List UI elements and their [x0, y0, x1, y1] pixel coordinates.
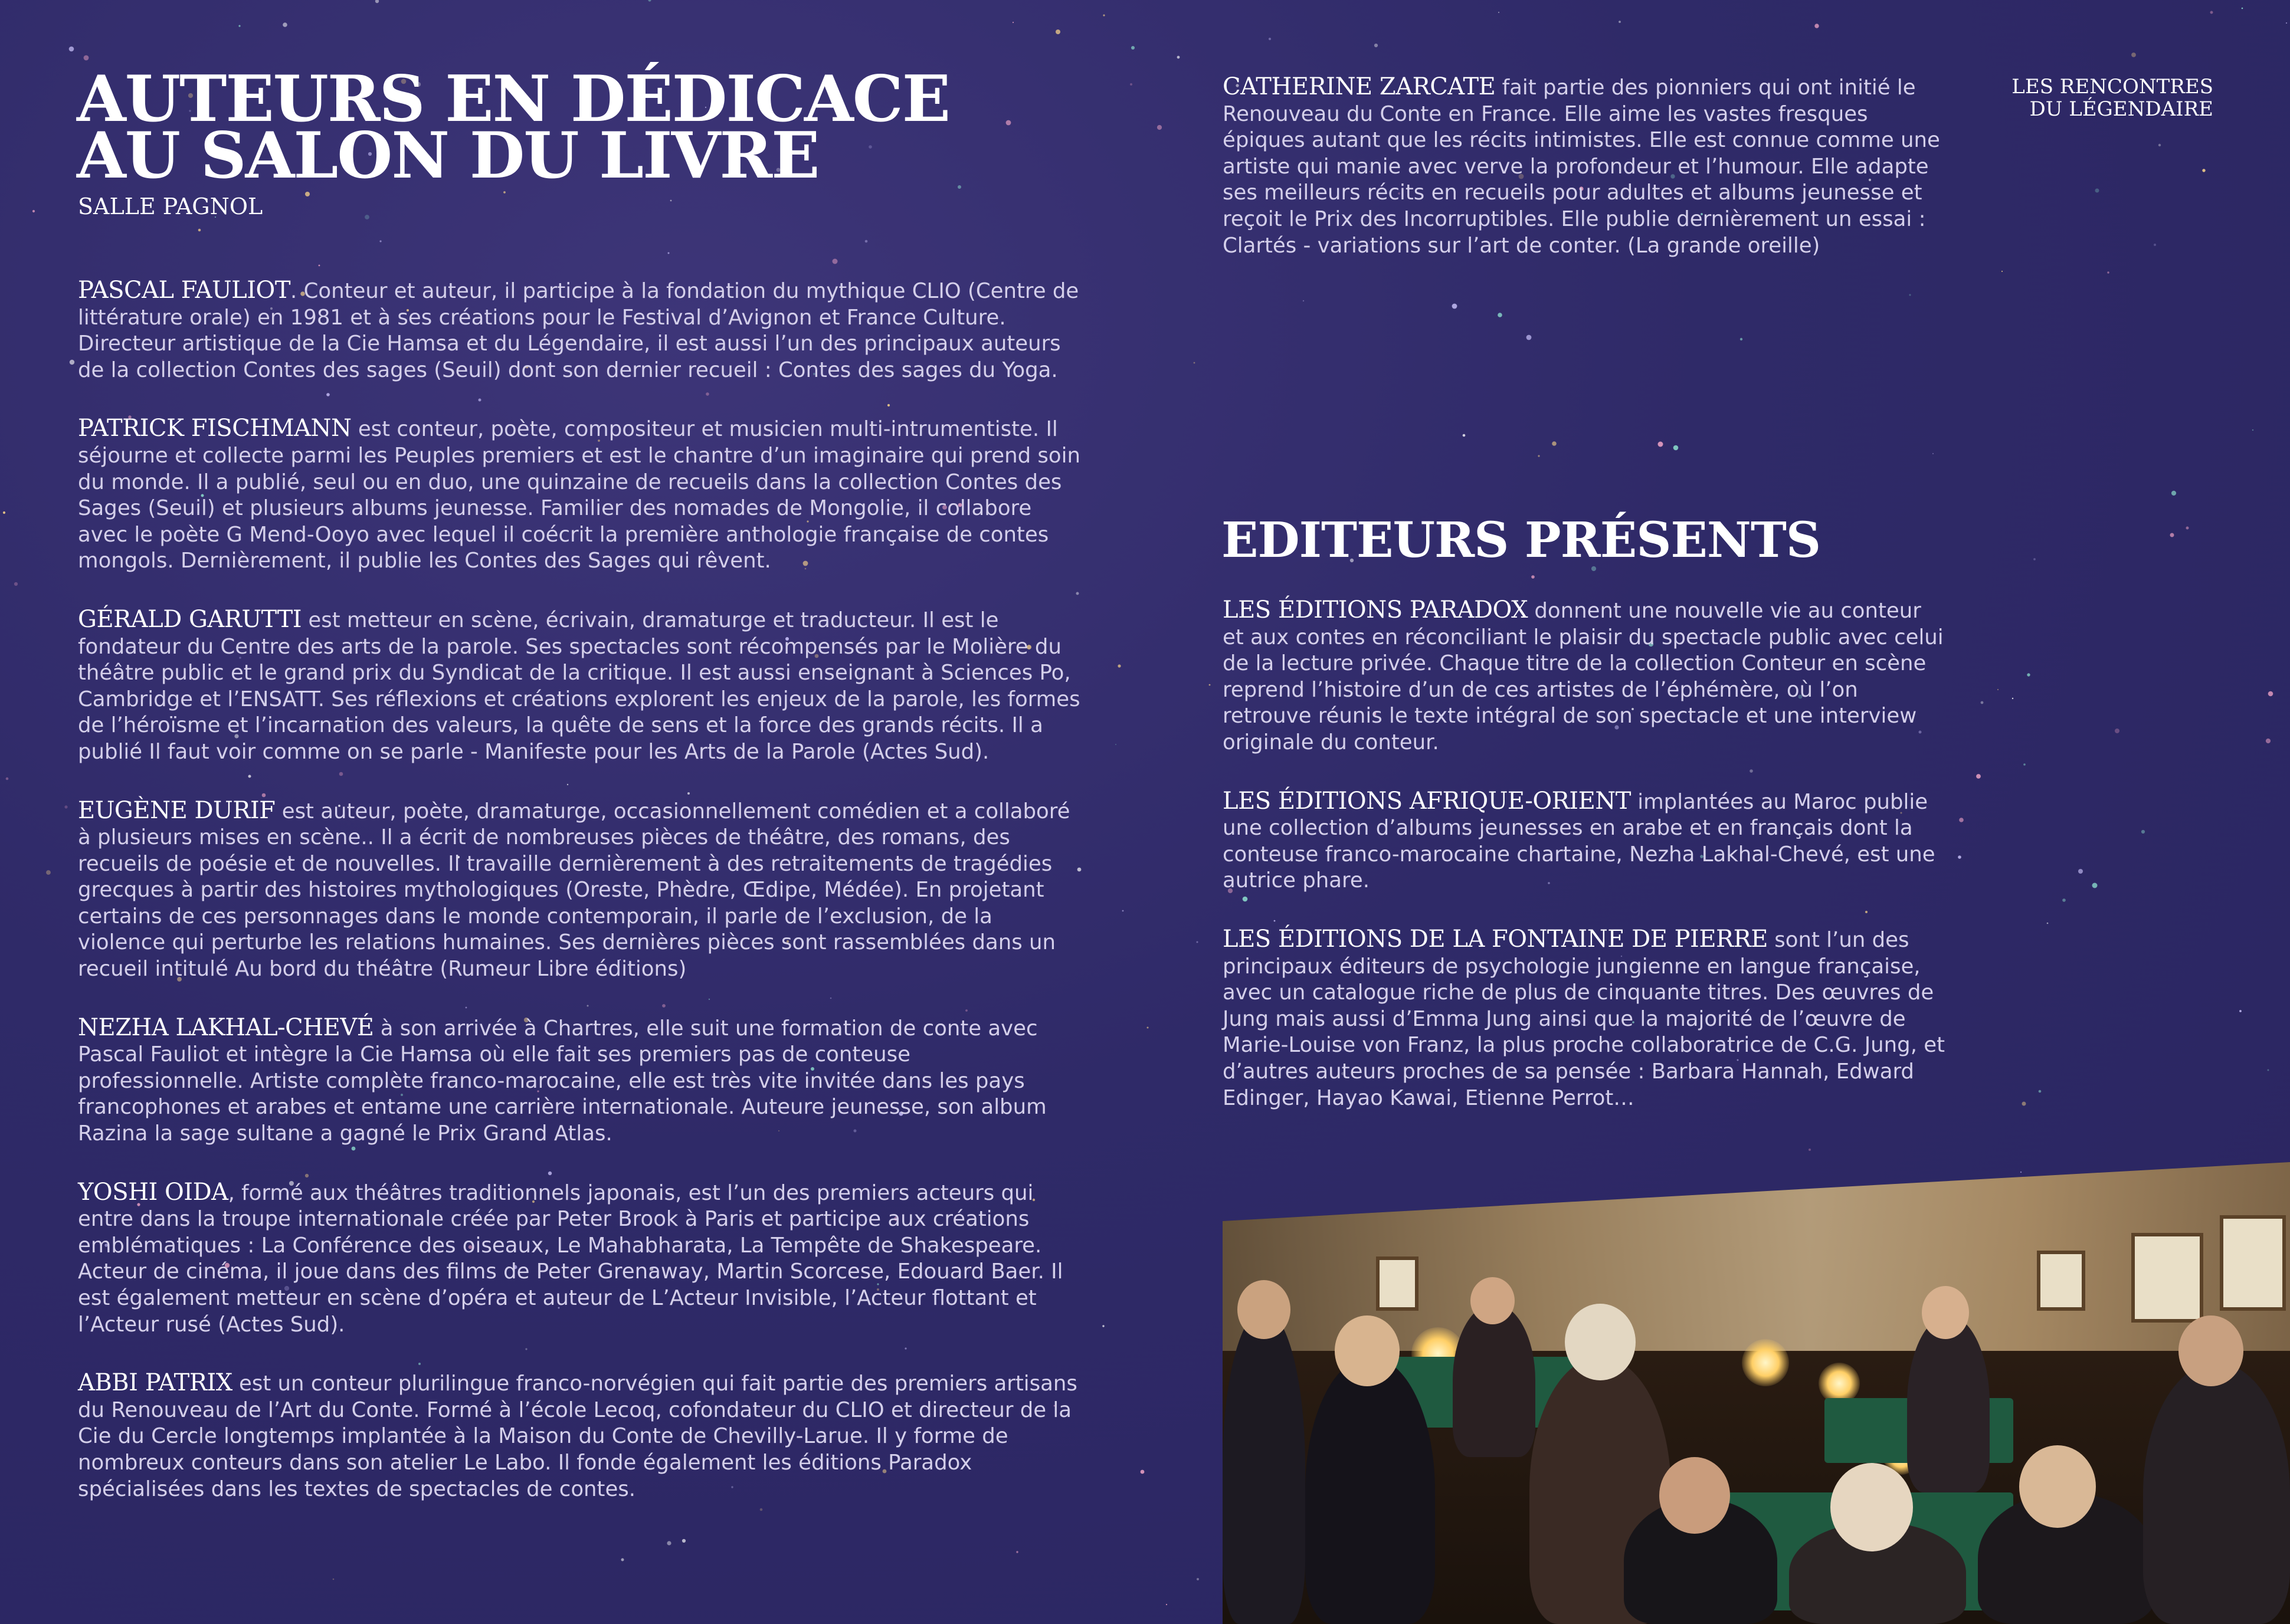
star-dot: [2027, 673, 2030, 676]
star-dot: [365, 215, 369, 219]
star-dot: [648, 0, 651, 2]
author-bio: est metteur en scène, écrivain, dramaturge et traducteur. Il est le fondateur du Centre des arts de la parole. Ses spectacles sont récompensés par le Molière du théâtre public et le grand prix du Syndicat de la critique. Il est aussi enseignant à Sciences Po, Cambridge et l’ENSATT. Ses réflexions et créations explorent les enjeux de la parole, les formes de l’héroïsme et l’incarnation des valeurs, la quête de sens et la force des grands récits. Il a publié Il faut voir comme on se parle - Manifeste pour les Arts de la Parole (Actes Sud).: [78, 608, 1080, 764]
star-dot: [1552, 441, 1557, 446]
star-dot: [1997, 689, 1999, 690]
star-dot: [2047, 923, 2049, 924]
visitor-head: [1470, 1277, 1515, 1324]
star-dot: [1959, 818, 1964, 822]
book-fair-photo: [1223, 1162, 2290, 1624]
star-dot: [1809, 1149, 1811, 1151]
visitor-head: [1922, 1286, 1969, 1339]
author-name: GÉRALD GARUTTI: [78, 605, 302, 633]
visitor: [1305, 1357, 1435, 1624]
star-dot: [379, 240, 381, 242]
star-dot: [1814, 24, 1819, 28]
star-dot: [621, 1559, 624, 1561]
star-dot: [2107, 271, 2109, 273]
star-dot: [670, 200, 672, 202]
author-entry: [78, 1179, 1081, 1338]
star-dot: [2039, 1090, 2042, 1093]
title-line-1: AUTEURS EN DÉDICACE: [77, 62, 950, 136]
star-dot: [2154, 244, 2156, 246]
star-dot: [32, 210, 35, 212]
star-dot: [1740, 338, 1742, 340]
visitor-head: [1565, 1304, 1636, 1380]
title-line-2: AU SALON DU LIVRE: [77, 119, 819, 193]
star-dot: [375, 0, 379, 3]
star-dot: [319, 265, 320, 267]
visitor: [2143, 1363, 2290, 1624]
editors-column: [1223, 597, 1945, 1143]
star-dot: [2115, 729, 2119, 733]
visitor: [1453, 1304, 1535, 1457]
editor-name: LES ÉDITIONS PARADOX: [1223, 596, 1528, 624]
star-dot: [2171, 491, 2176, 496]
author-entry: [78, 1015, 1081, 1147]
star-dot: [46, 870, 51, 875]
star-dot: [865, 240, 868, 243]
author-name: ABBI PATRIX: [78, 1369, 232, 1397]
author-name: EUGÈNE DURIF: [78, 796, 276, 824]
author-bio: est auteur, poète, dramaturge, occasionnellement comédien et a collaboré à plusieurs mises en scène.. Il a écrit de nombreuses pièces de théâtre, des romans, des recueils de poésie et de nouvelles. Il travaille dernièrement à des retraitements de tragédies grecques à partir des histoires mythologiques (Oreste, Phèdre, Œdipe, Médée). En projetant certains de ces personnages dans le monde contemporain, il parle de l’exclusion, de la violence qui perturbe les relations humaines. Ses dernières pièces sont rassemblées dans un recueil intitulé Au bord du théâtre (Rumeur Libre éditions): [78, 799, 1070, 982]
star-dot: [1197, 1578, 1199, 1580]
star-dot: [1909, 294, 1911, 296]
star-dot: [2062, 898, 2066, 902]
author-entry: [78, 798, 1081, 983]
author-bio: est conteur, poète, compositeur et musicien multi-intrumentiste. Il séjourne et collecte parmi les Peuples premiers et est le chantre d’un imaginaire qui prend soin du monde. Il a publié, seul ou en duo, une quinzaine de recueils dans la collection Contes des Sages (Seuil) et plusieurs albums jeunesse. Familier des nomades de Mongolie, il collabore avec le poète G Mend-Ooyo avec lequel il coécrit la première anthologie française de contes mongols. Dernièrement, il publie les Contes des Sages qui rêvent.: [78, 417, 1080, 573]
author-name: NEZHA LAKHAL-CHEVÉ: [78, 1013, 374, 1041]
star-dot: [2266, 739, 2271, 743]
author-zarcate-block: [1223, 74, 1945, 291]
star-dot: [2141, 830, 2145, 834]
star-dot: [2012, 698, 2013, 699]
wall-frame: [2131, 1233, 2203, 1323]
visitor-head: [2019, 1445, 2096, 1528]
star-dot: [2239, 1010, 2242, 1012]
brand-line-2: DU LÉGENDAIRE: [2029, 97, 2213, 121]
visitor: [1907, 1315, 1990, 1492]
star-dot: [2001, 271, 2003, 272]
star-dot: [2092, 883, 2098, 888]
page-title: [77, 62, 950, 193]
editors-heading: EDITEURS PRÉSENTS: [1221, 512, 1821, 569]
star-dot: [2170, 533, 2174, 537]
star-dot: [2202, 169, 2205, 172]
star-dot: [1452, 304, 1457, 309]
brand-line-1: LES RENCONTRES: [2011, 75, 2213, 99]
editor-entry: [1223, 788, 1945, 894]
star-dot: [668, 252, 670, 254]
venue-subtitle: SALLE PAGNOL: [78, 193, 263, 219]
star-dot: [2033, 558, 2036, 560]
author-bio: est un conteur plurilingue franco-norvégien qui fait partie des premiers artisans du Renouveau de l’Art du Conte. Formé à l’école Lecoq, cofondateur du CLIO et directeur de la Cie du Cercle longtemps implantée à la Maison du Conte de Chevilly-Larue. Il y forme de nombreux conteurs dans son atelier Le Labo. Il fonde également les éditions Paradox spécialisées dans les textes de spectacles de contes.: [78, 1372, 1077, 1501]
star-dot: [1619, 21, 1621, 23]
star-dot: [1498, 12, 1499, 13]
star-dot: [1016, 1551, 1018, 1553]
star-dot: [833, 259, 838, 264]
star-dot: [1209, 684, 1211, 686]
editor-entry: [1223, 597, 1945, 756]
visitor-head: [1830, 1463, 1913, 1551]
star-dot: [70, 360, 74, 365]
star-dot: [667, 1541, 671, 1545]
editor-name: LES ÉDITIONS DE LA FONTAINE DE PIERRE: [1223, 925, 1768, 953]
star-dot: [1177, 56, 1180, 59]
star-dot: [1976, 774, 1981, 779]
author-entry: [78, 606, 1081, 766]
star-dot: [3, 511, 5, 514]
star-dot: [1658, 442, 1663, 447]
star-dot: [64, 805, 67, 808]
editor-description: donnent une nouvelle vie au conteur et aux contes en réconciliant le plaisir du spectacle public avec celui de la lecture privée. Chaque titre de la collection Conteur en scène reprend l’histoire d’un de ces artistes de l’éphémère, où l’on retrouve réunis le texte intégral de son spectacle et une interview originale du conteur.: [1223, 599, 1944, 754]
star-dot: [1115, 744, 1116, 745]
author-bio: à son arrivée à Chartres, elle suit une formation de conte avec Pascal Fauliot et intègre la Cie Hamsa où elle fait ses premiers pas de conteuse professionnelle. Artiste complète franco-marocaine, elle est très vite invitée dans les pays francophones et arabes et entame une carrière internationale. Auteure jeunesse, son album Razina la sage sultane a gagné le Prix Grand Atlas.: [78, 1016, 1047, 1146]
author-name: PASCAL FAULIOT: [78, 277, 291, 304]
star-dot: [283, 22, 287, 27]
star-dot: [2158, 144, 2161, 146]
star-dot: [2131, 53, 2136, 57]
star-dot: [2022, 1102, 2026, 1106]
star-dot: [1194, 362, 1195, 364]
star-dot: [1538, 455, 1539, 457]
star-dot: [1122, 910, 1124, 912]
star-dot: [14, 582, 18, 586]
star-dot: [1981, 701, 1984, 704]
star-dot: [1141, 1470, 1145, 1474]
author-entry: [78, 415, 1081, 575]
star-dot: [6, 777, 9, 780]
author-name: YOSHI OIDA: [78, 1178, 228, 1206]
visitor: [1223, 1310, 1305, 1624]
visitor-head: [1659, 1457, 1730, 1534]
star-dot: [682, 1539, 686, 1543]
editor-entry: [1223, 926, 1945, 1111]
author-bio: fait partie des pionniers qui ont initié le Renouveau du Conte en France. Elle aime les vastes fresques épiques autant que les récits intimistes. Elle est connue comme une artiste qui manie avec verve la profondeur et l’humour. Elle adapte ses meilleurs récits en recueils pour adultes et albums jeunesse et reçoit le Prix des Incorruptibles. Elle publie dernièrement un essai : Clartés - variations sur l’art de conter. (La grande oreille): [1223, 76, 1940, 258]
star-dot: [2023, 763, 2026, 766]
star-dot: [1498, 313, 1502, 317]
visitor-head: [2178, 1315, 2243, 1386]
star-dot: [1166, 1604, 1167, 1605]
editor-name: LES ÉDITIONS AFRIQUE-ORIENT: [1223, 787, 1631, 815]
star-dot: [1102, 1325, 1104, 1327]
star-dot: [2095, 189, 2099, 193]
star-dot: [1531, 575, 1535, 579]
visitor-head: [1335, 1315, 1400, 1386]
star-dot: [2020, 1172, 2022, 1173]
star-dot: [238, 25, 240, 27]
wall-frame: [1376, 1256, 1418, 1311]
star-dot: [1157, 125, 1162, 130]
star-dot: [1013, 22, 1014, 23]
star-dot: [1197, 941, 1198, 943]
lamp-glow: [1742, 1339, 1789, 1386]
star-dot: [1118, 664, 1121, 667]
author-name: PATRICK FISCHMANN: [78, 415, 352, 442]
star-dot: [1056, 29, 1060, 34]
editor-description: sont l’un des principaux éditeurs de psychologie jungienne en langue française, avec un catalogue riche de plus de cinquante titres. Des œuvres de Jung mais aussi d’Emma Jung ainsi que la majorité de l’œuvre de Marie-Louise von Franz, la plus proche collaboratrice de C.G. Jung, et d’autres auteurs proches de sa pensée : Barbara Hannah, Edward Edinger, Hayao Kawai, Etienne Perrot…: [1223, 927, 1945, 1110]
star-dot: [1147, 1027, 1149, 1029]
star-dot: [1303, 300, 1304, 301]
wall-frame: [2037, 1251, 2085, 1311]
star-dot: [2252, 429, 2253, 431]
star-dot: [958, 185, 961, 189]
star-dot: [1673, 445, 1679, 451]
wall-frame: [2220, 1215, 2286, 1311]
star-dot: [2078, 869, 2083, 874]
star-dot: [1932, 453, 1934, 454]
star-dot: [69, 47, 74, 52]
star-dot: [2268, 691, 2273, 697]
star-dot: [1269, 38, 1271, 40]
author-entry: [78, 1370, 1081, 1502]
star-dot: [1374, 44, 1378, 47]
star-dot: [2210, 11, 2213, 14]
star-dot: [1526, 335, 1532, 340]
star-dot: [2286, 22, 2287, 24]
author-entry: [78, 277, 1081, 383]
star-dot: [1958, 855, 1961, 859]
star-dot: [1006, 120, 1011, 126]
editor-description: implantées au Maroc publie une collection d’albums jeunesses en arabe et en français dont la conteuse franco-marocaine chartaine, Nezha Lakhal-Chevé, est une autrice phare.: [1223, 789, 1935, 893]
star-dot: [2186, 527, 2189, 530]
star-dot: [2268, 1069, 2269, 1071]
author-bio: , formé aux théâtres traditionnels japonais, est l’un des premiers acteurs qui entre dans la troupe internationale créée par Peter Brook à Paris et participe aux créations emblématiques : La Conférence des oiseaux, Le Mahabharata, La Tempête de Shakespeare. Acteur de cinéma, il joue dans des films de Peter Grenaway, Martin Scorcese, Edouard Baer. Il est également metteur en scène d’opéra et auteur de L’Acteur Invisible, l’Acteur flottant et l’Acteur rusé (Actes Sud).: [78, 1180, 1063, 1337]
star-dot: [1463, 434, 1466, 437]
star-dot: [1131, 46, 1135, 50]
brand-logo-text: [2011, 76, 2213, 120]
author-name: CATHERINE ZARCATE: [1223, 73, 1496, 100]
star-dot: [2242, 8, 2243, 9]
star-dot: [84, 55, 89, 61]
star-dot: [333, 1579, 335, 1580]
authors-column: [78, 277, 1081, 1534]
star-dot: [1130, 83, 1132, 86]
star-dot: [198, 229, 201, 232]
visitor-head: [1237, 1280, 1290, 1339]
star-dot: [1103, 14, 1105, 16]
author-bio: . Conteur et auteur, il participe à la fondation du mythique CLIO (Centre de littérature orale) en 1981 et à ses créations pour le Festival d’Avignon et France Culture. Directeur artistique de la Cie Hamsa et du Légendaire, il est aussi l’un des principaux auteurs de la collection Contes des sages (Seuil) dont son dernier recueil : Contes des sages du Yoga.: [78, 279, 1079, 382]
author-entry: [1223, 74, 1945, 259]
